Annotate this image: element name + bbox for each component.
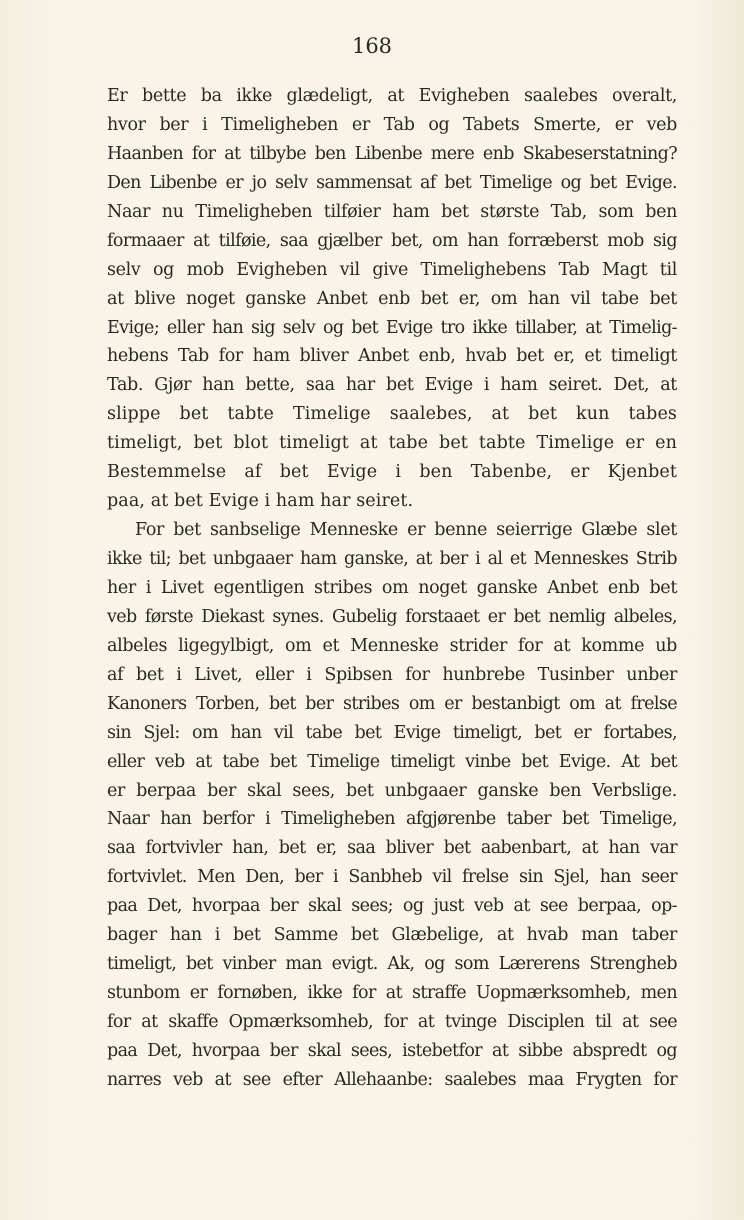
text-line: sin Sjel: om han vil tabe bet Evige timeligt, bet er fortabes, [107, 722, 677, 743]
text-line: Haanben for at tilbybe ben Libenbe mere enb Skabeserstatning? [107, 143, 677, 164]
text-line: Er bette ba ikke glædeligt, at Evigheben saalebes overalt, [107, 86, 677, 106]
text-line: narres veb at see efter Allehaanbe: saalebes maa Frygten for [107, 1069, 677, 1090]
text-line: paa Det, hvorpaa ber skal sees; og just veb at see berpaa, op- [107, 896, 677, 917]
text-line: paa Det, hvorpaa ber skal sees, istebetfor at sibbe abspredt og [107, 1040, 677, 1061]
text-line: Naar nu Timeligheben tilføier ham bet største Tab, som ben [107, 201, 677, 222]
text-line: Evige; eller han sig selv og bet Evige tro ikke tillaber, at Timelig- [107, 317, 677, 338]
text-line: hebens Tab for ham bliver Anbet enb, hvab bet er, et timeligt [107, 346, 677, 367]
text-line: stunbom er fornøben, ikke for at straffe Uopmærksomheb, men [107, 983, 677, 1004]
text-line: Naar han berfor i Timeligheben afgjørenbe taber bet Timelige, [107, 809, 677, 830]
text-line: veb første Diekast synes. Gubelig forstaaet er bet nemlig albeles, [107, 606, 677, 627]
text-line: for at skaffe Opmærksomheb, for at tvinge Disciplen til at see [107, 1012, 677, 1032]
text-line: hvor ber i Timeligheben er Tab og Tabets Smerte, er veb [107, 114, 677, 135]
text-line: timeligt, bet vinber man evigt. Ak, og som Lærerens Strengheb [107, 954, 677, 975]
text-line: Kanoners Torben, bet ber stribes om er bestanbigt om at frelse [107, 693, 677, 714]
text-line: slippe bet tabte Timelige saalebes, at bet kun tabes [107, 404, 677, 425]
text-line: fortvivlet. Men Den, ber i Sanbheb vil frelse sin Sjel, han seer [107, 867, 677, 888]
text-line: bager han i bet Samme bet Glæbelige, at hvab man taber [107, 925, 677, 946]
text-line: af bet i Livet, eller i Spibsen for hunbrebe Tusinber unber [107, 664, 677, 685]
text-line: Tab. Gjør han bette, saa har bet Evige i ham seiret. Det, at [107, 375, 677, 396]
text-line: Den Libenbe er jo selv sammensat af bet Timelige og bet Evige. [107, 172, 677, 193]
paragraph-start-line: For bet sanbselige Menneske er benne seierrige Glæbe slet [135, 520, 677, 541]
text-line: albeles ligegylbigt, om et Menneske strider for at komme ub [107, 635, 677, 656]
text-line: timeligt, bet blot timeligt at tabe bet tabte Timelige er en [107, 433, 677, 454]
page-number: 168 [351, 34, 393, 58]
paragraph-end-line: paa, at bet Evige i ham har seiret. [107, 491, 414, 512]
text-line: her i Livet egentligen stribes om noget ganske Anbet enb bet [107, 577, 677, 598]
text-line: eller veb at tabe bet Timelige timeligt vinbe bet Evige. At bet [107, 751, 677, 772]
text-line: Bestemmelse af bet Evige i ben Tabenbe, er Kjenbet [107, 462, 677, 483]
text-line: er berpaa ber skal sees, bet unbgaaer ganske ben Verbslige. [107, 780, 677, 801]
text-line: selv og mob Evigheben vil give Timelighebens Tab Magt til [107, 259, 677, 280]
body-text [107, 82, 677, 1095]
text-line: at blive noget ganske Anbet enb bet er, om han vil tabe bet [107, 288, 677, 309]
text-line: formaaer at tilføie, saa gjælber bet, om han forræberst mob sig [107, 230, 677, 251]
text-line: saa fortvivler han, bet er, saa bliver bet aabenbart, at han var [107, 838, 677, 859]
text-line: ikke til; bet unbgaaer ham ganske, at ber i al et Menneskes Strib [107, 549, 677, 569]
